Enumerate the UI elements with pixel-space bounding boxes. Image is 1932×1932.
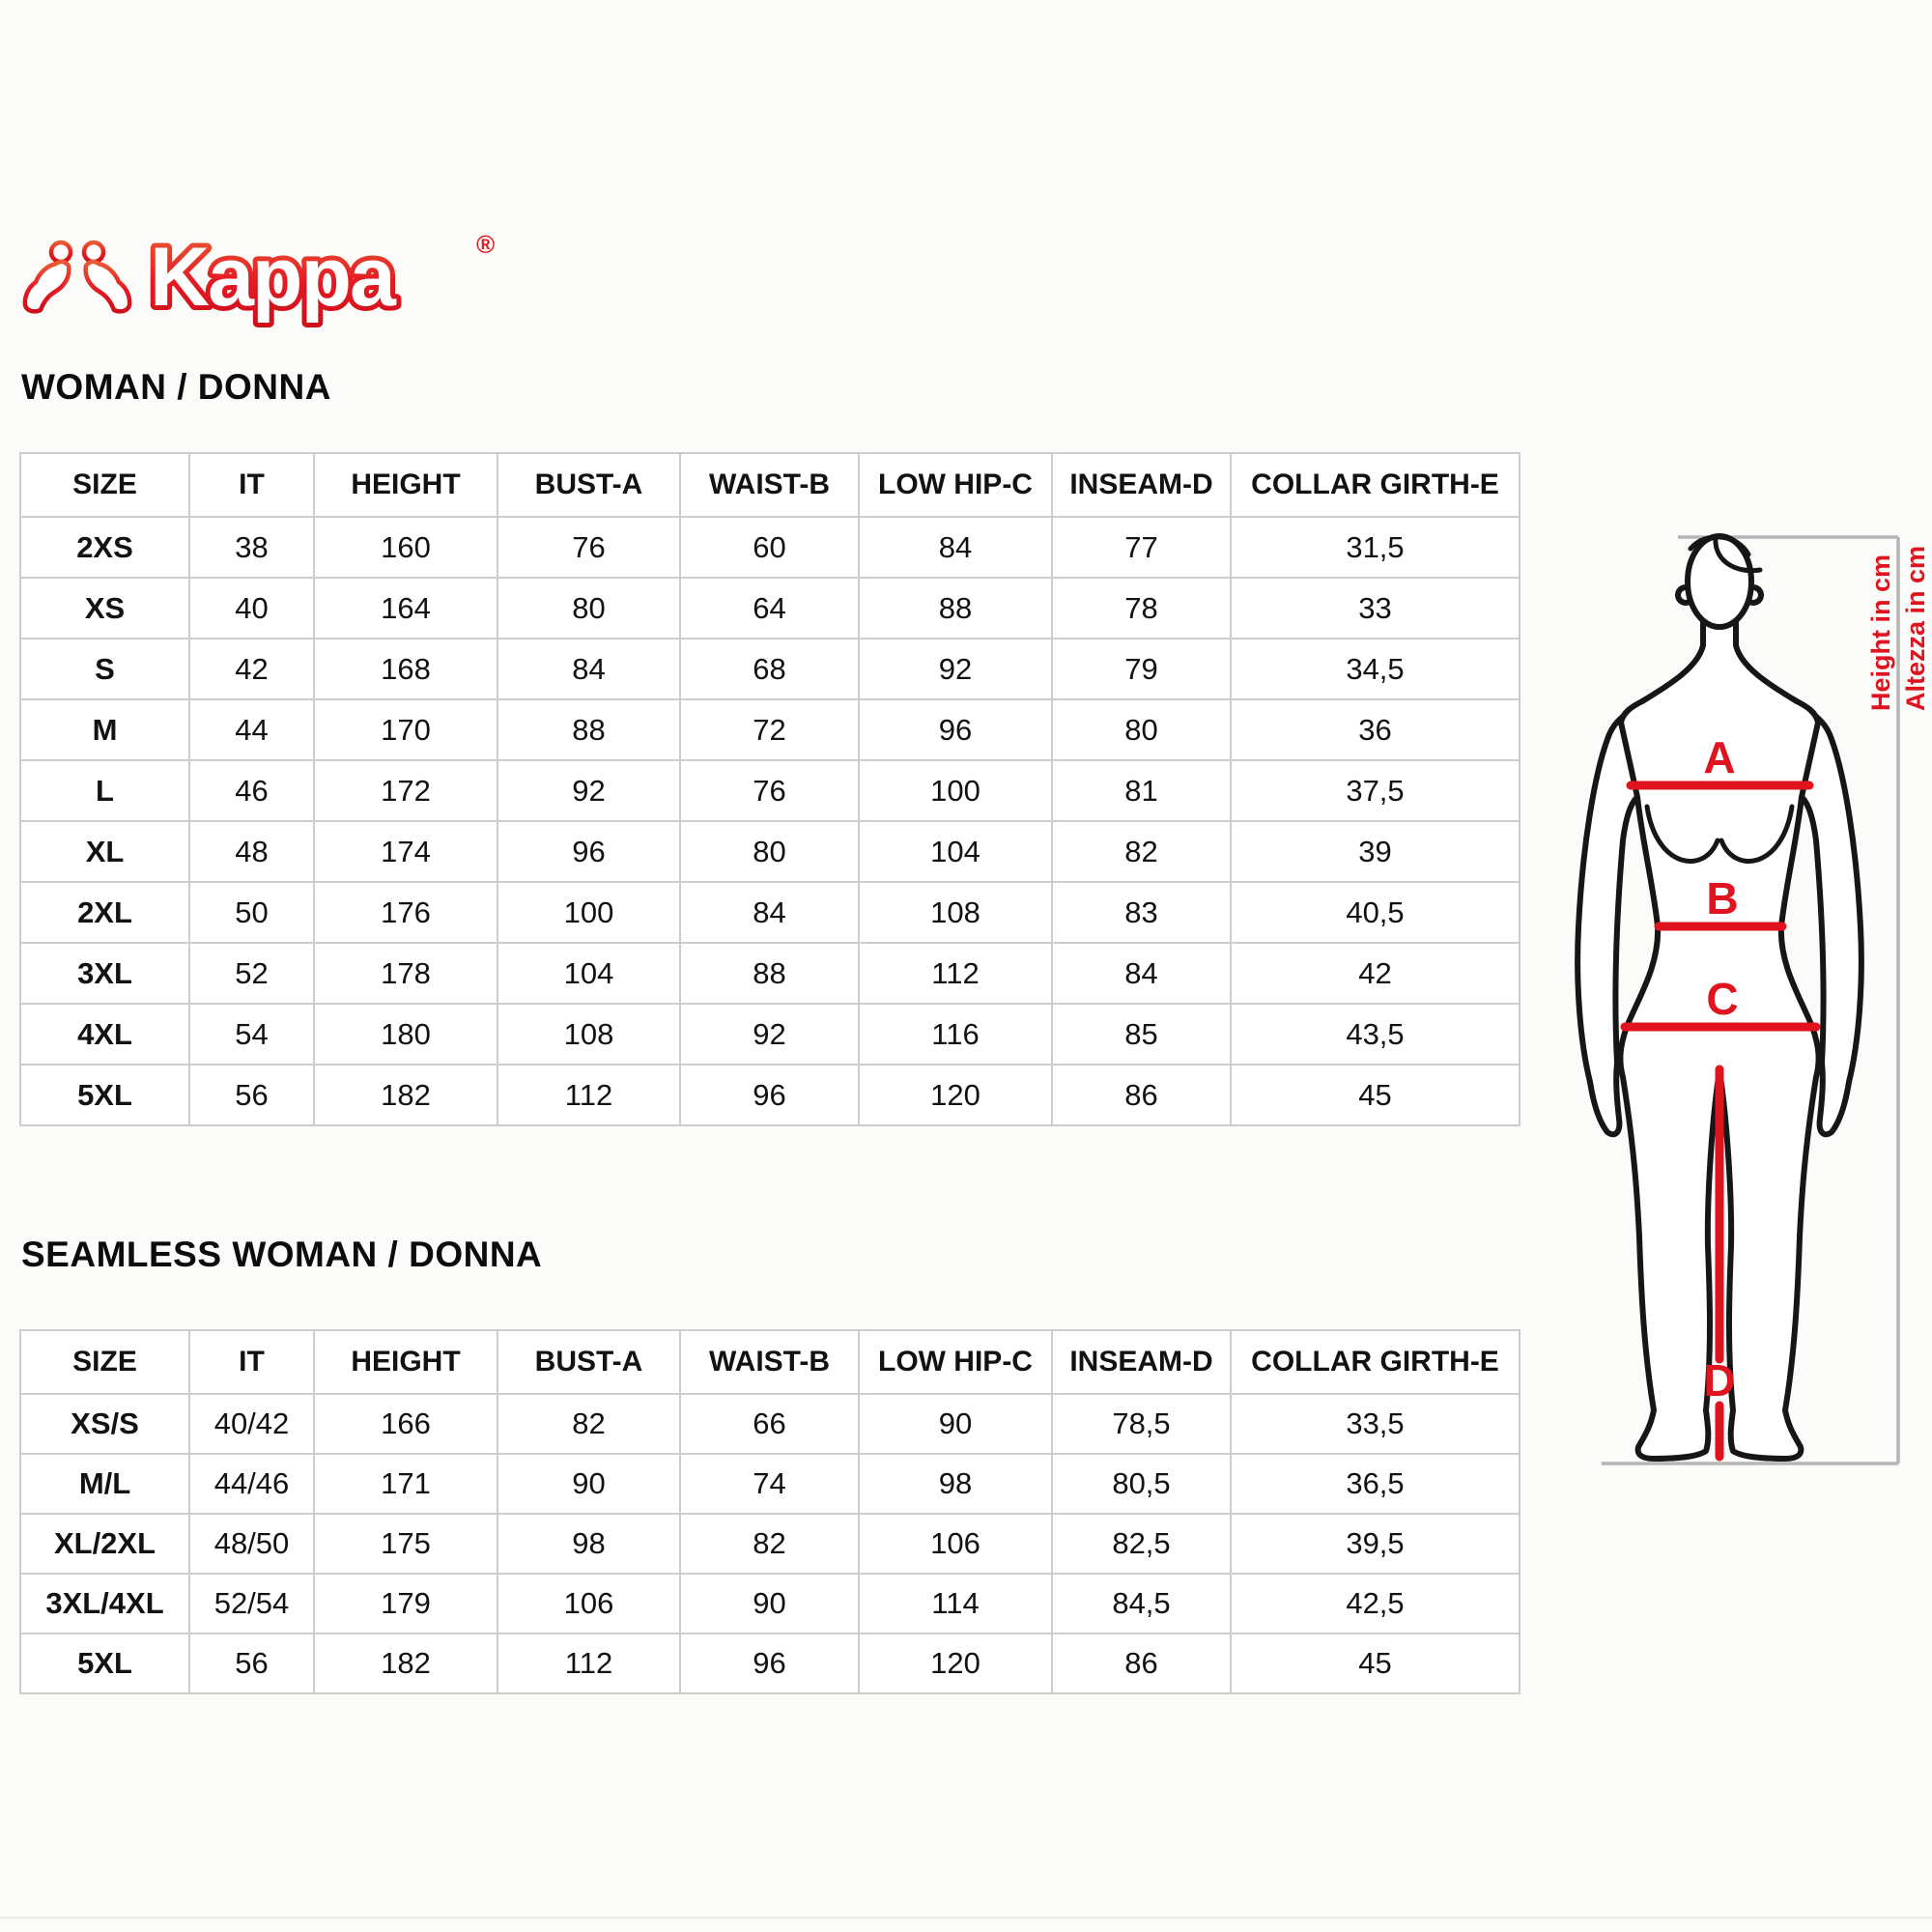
kappa-logo (14, 228, 517, 328)
value-cell: 164 (314, 578, 497, 639)
column-header: BUST-A (497, 453, 680, 517)
height-note-it: Altezza in cm (1901, 545, 1930, 711)
table-row (20, 1574, 1520, 1634)
seamless-section-heading: SEAMLESS WOMAN / DONNA (21, 1235, 543, 1274)
column-header: SIZE (20, 453, 189, 517)
value-cell: 106 (859, 1514, 1052, 1574)
value-cell: 98 (497, 1514, 680, 1574)
size-cell: 3XL (20, 943, 189, 1004)
value-cell: 80 (680, 821, 859, 882)
value-cell: 76 (497, 517, 680, 578)
value-cell: 86 (1052, 1065, 1231, 1125)
value-cell: 54 (189, 1004, 314, 1065)
table-row (20, 578, 1520, 639)
value-cell: 50 (189, 882, 314, 943)
label-d: D (1703, 1355, 1736, 1406)
value-cell: 166 (314, 1394, 497, 1454)
registered-mark: ® (476, 230, 496, 259)
value-cell: 36,5 (1231, 1454, 1520, 1514)
seamless-size-table (19, 1329, 1520, 1694)
value-cell: 180 (314, 1004, 497, 1065)
value-cell: 66 (680, 1394, 859, 1454)
value-cell: 182 (314, 1065, 497, 1125)
value-cell: 78,5 (1052, 1394, 1231, 1454)
column-header: COLLAR GIRTH-E (1231, 453, 1520, 517)
table-row (20, 1394, 1520, 1454)
value-cell: 82 (680, 1514, 859, 1574)
value-cell: 96 (680, 1634, 859, 1693)
value-cell: 43,5 (1231, 1004, 1520, 1065)
value-cell: 96 (497, 821, 680, 882)
value-cell: 46 (189, 760, 314, 821)
column-header: INSEAM-D (1052, 453, 1231, 517)
table-row (20, 760, 1520, 821)
size-cell: 5XL (20, 1634, 189, 1693)
value-cell: 116 (859, 1004, 1052, 1065)
column-header: COLLAR GIRTH-E (1231, 1330, 1520, 1394)
value-cell: 96 (680, 1065, 859, 1125)
column-header: HEIGHT (314, 1330, 497, 1394)
value-cell: 174 (314, 821, 497, 882)
value-cell: 81 (1052, 760, 1231, 821)
value-cell: 114 (859, 1574, 1052, 1634)
value-cell: 40/42 (189, 1394, 314, 1454)
value-cell: 33 (1231, 578, 1520, 639)
label-a: A (1703, 732, 1736, 782)
size-cell: 2XL (20, 882, 189, 943)
column-header: INSEAM-D (1052, 1330, 1231, 1394)
value-cell: 84 (497, 639, 680, 699)
value-cell: 160 (314, 517, 497, 578)
value-cell: 90 (680, 1574, 859, 1634)
value-cell: 68 (680, 639, 859, 699)
header-row (20, 1330, 1520, 1394)
page-bottom-divider (0, 1917, 1932, 1918)
column-header: BUST-A (497, 1330, 680, 1394)
value-cell: 48/50 (189, 1514, 314, 1574)
value-cell: 31,5 (1231, 517, 1520, 578)
size-cell: XS/S (20, 1394, 189, 1454)
value-cell: 112 (859, 943, 1052, 1004)
table-row (20, 1454, 1520, 1514)
header-row (20, 453, 1520, 517)
value-cell: 83 (1052, 882, 1231, 943)
value-cell: 82 (1052, 821, 1231, 882)
omini-figures-icon (25, 242, 129, 311)
value-cell: 44 (189, 699, 314, 760)
label-b: B (1706, 873, 1739, 923)
value-cell: 40 (189, 578, 314, 639)
size-cell: XL (20, 821, 189, 882)
column-header: IT (189, 453, 314, 517)
value-cell: 80,5 (1052, 1454, 1231, 1514)
value-cell: 39,5 (1231, 1514, 1520, 1574)
value-cell: 44/46 (189, 1454, 314, 1514)
value-cell: 104 (859, 821, 1052, 882)
body-measurement-figure (1546, 522, 1932, 1478)
value-cell: 77 (1052, 517, 1231, 578)
table-row (20, 1004, 1520, 1065)
value-cell: 60 (680, 517, 859, 578)
column-header: LOW HIP-C (859, 453, 1052, 517)
value-cell: 120 (859, 1634, 1052, 1693)
size-cell: 4XL (20, 1004, 189, 1065)
value-cell: 98 (859, 1454, 1052, 1514)
size-cell: XL/2XL (20, 1514, 189, 1574)
column-header: IT (189, 1330, 314, 1394)
table-row (20, 882, 1520, 943)
value-cell: 78 (1052, 578, 1231, 639)
value-cell: 52 (189, 943, 314, 1004)
value-cell: 92 (859, 639, 1052, 699)
woman-size-table (19, 452, 1520, 1126)
table-row (20, 943, 1520, 1004)
value-cell: 92 (680, 1004, 859, 1065)
value-cell: 76 (680, 760, 859, 821)
value-cell: 84,5 (1052, 1574, 1231, 1634)
table-row (20, 1065, 1520, 1125)
value-cell: 112 (497, 1634, 680, 1693)
value-cell: 36 (1231, 699, 1520, 760)
value-cell: 40,5 (1231, 882, 1520, 943)
value-cell: 84 (1052, 943, 1231, 1004)
column-header: WAIST-B (680, 453, 859, 517)
value-cell: 64 (680, 578, 859, 639)
value-cell: 80 (497, 578, 680, 639)
value-cell: 80 (1052, 699, 1231, 760)
table-row (20, 699, 1520, 760)
size-cell: S (20, 639, 189, 699)
value-cell: 39 (1231, 821, 1520, 882)
value-cell: 48 (189, 821, 314, 882)
size-cell: M (20, 699, 189, 760)
value-cell: 175 (314, 1514, 497, 1574)
table-row (20, 639, 1520, 699)
table-row (20, 517, 1520, 578)
value-cell: 182 (314, 1634, 497, 1693)
value-cell: 104 (497, 943, 680, 1004)
value-cell: 100 (859, 760, 1052, 821)
value-cell: 172 (314, 760, 497, 821)
value-cell: 42,5 (1231, 1574, 1520, 1634)
value-cell: 112 (497, 1065, 680, 1125)
column-header: LOW HIP-C (859, 1330, 1052, 1394)
value-cell: 100 (497, 882, 680, 943)
height-note-en: Height in cm (1866, 554, 1895, 711)
value-cell: 90 (859, 1394, 1052, 1454)
value-cell: 33,5 (1231, 1394, 1520, 1454)
value-cell: 56 (189, 1065, 314, 1125)
table-row (20, 1634, 1520, 1693)
size-cell: 3XL/4XL (20, 1574, 189, 1634)
table-row (20, 1514, 1520, 1574)
column-header: HEIGHT (314, 453, 497, 517)
value-cell: 42 (189, 639, 314, 699)
value-cell: 179 (314, 1574, 497, 1634)
value-cell: 88 (859, 578, 1052, 639)
value-cell: 37,5 (1231, 760, 1520, 821)
value-cell: 45 (1231, 1634, 1520, 1693)
value-cell: 106 (497, 1574, 680, 1634)
value-cell: 45 (1231, 1065, 1520, 1125)
value-cell: 88 (680, 943, 859, 1004)
value-cell: 88 (497, 699, 680, 760)
label-c: C (1706, 974, 1739, 1024)
value-cell: 74 (680, 1454, 859, 1514)
value-cell: 96 (859, 699, 1052, 760)
size-cell: M/L (20, 1454, 189, 1514)
woman-section-heading: WOMAN / DONNA (21, 367, 331, 407)
brand-wordmark: Kappa (150, 231, 394, 324)
value-cell: 84 (859, 517, 1052, 578)
value-cell: 92 (497, 760, 680, 821)
value-cell: 82,5 (1052, 1514, 1231, 1574)
column-header: SIZE (20, 1330, 189, 1394)
value-cell: 72 (680, 699, 859, 760)
value-cell: 34,5 (1231, 639, 1520, 699)
value-cell: 90 (497, 1454, 680, 1514)
value-cell: 84 (680, 882, 859, 943)
column-header: WAIST-B (680, 1330, 859, 1394)
value-cell: 86 (1052, 1634, 1231, 1693)
value-cell: 79 (1052, 639, 1231, 699)
value-cell: 168 (314, 639, 497, 699)
value-cell: 38 (189, 517, 314, 578)
size-cell: L (20, 760, 189, 821)
value-cell: 108 (497, 1004, 680, 1065)
value-cell: 170 (314, 699, 497, 760)
value-cell: 120 (859, 1065, 1052, 1125)
value-cell: 85 (1052, 1004, 1231, 1065)
value-cell: 82 (497, 1394, 680, 1454)
value-cell: 171 (314, 1454, 497, 1514)
size-cell: XS (20, 578, 189, 639)
value-cell: 108 (859, 882, 1052, 943)
value-cell: 176 (314, 882, 497, 943)
value-cell: 178 (314, 943, 497, 1004)
table-row (20, 821, 1520, 882)
size-cell: 5XL (20, 1065, 189, 1125)
value-cell: 52/54 (189, 1574, 314, 1634)
size-cell: 2XS (20, 517, 189, 578)
value-cell: 56 (189, 1634, 314, 1693)
value-cell: 42 (1231, 943, 1520, 1004)
